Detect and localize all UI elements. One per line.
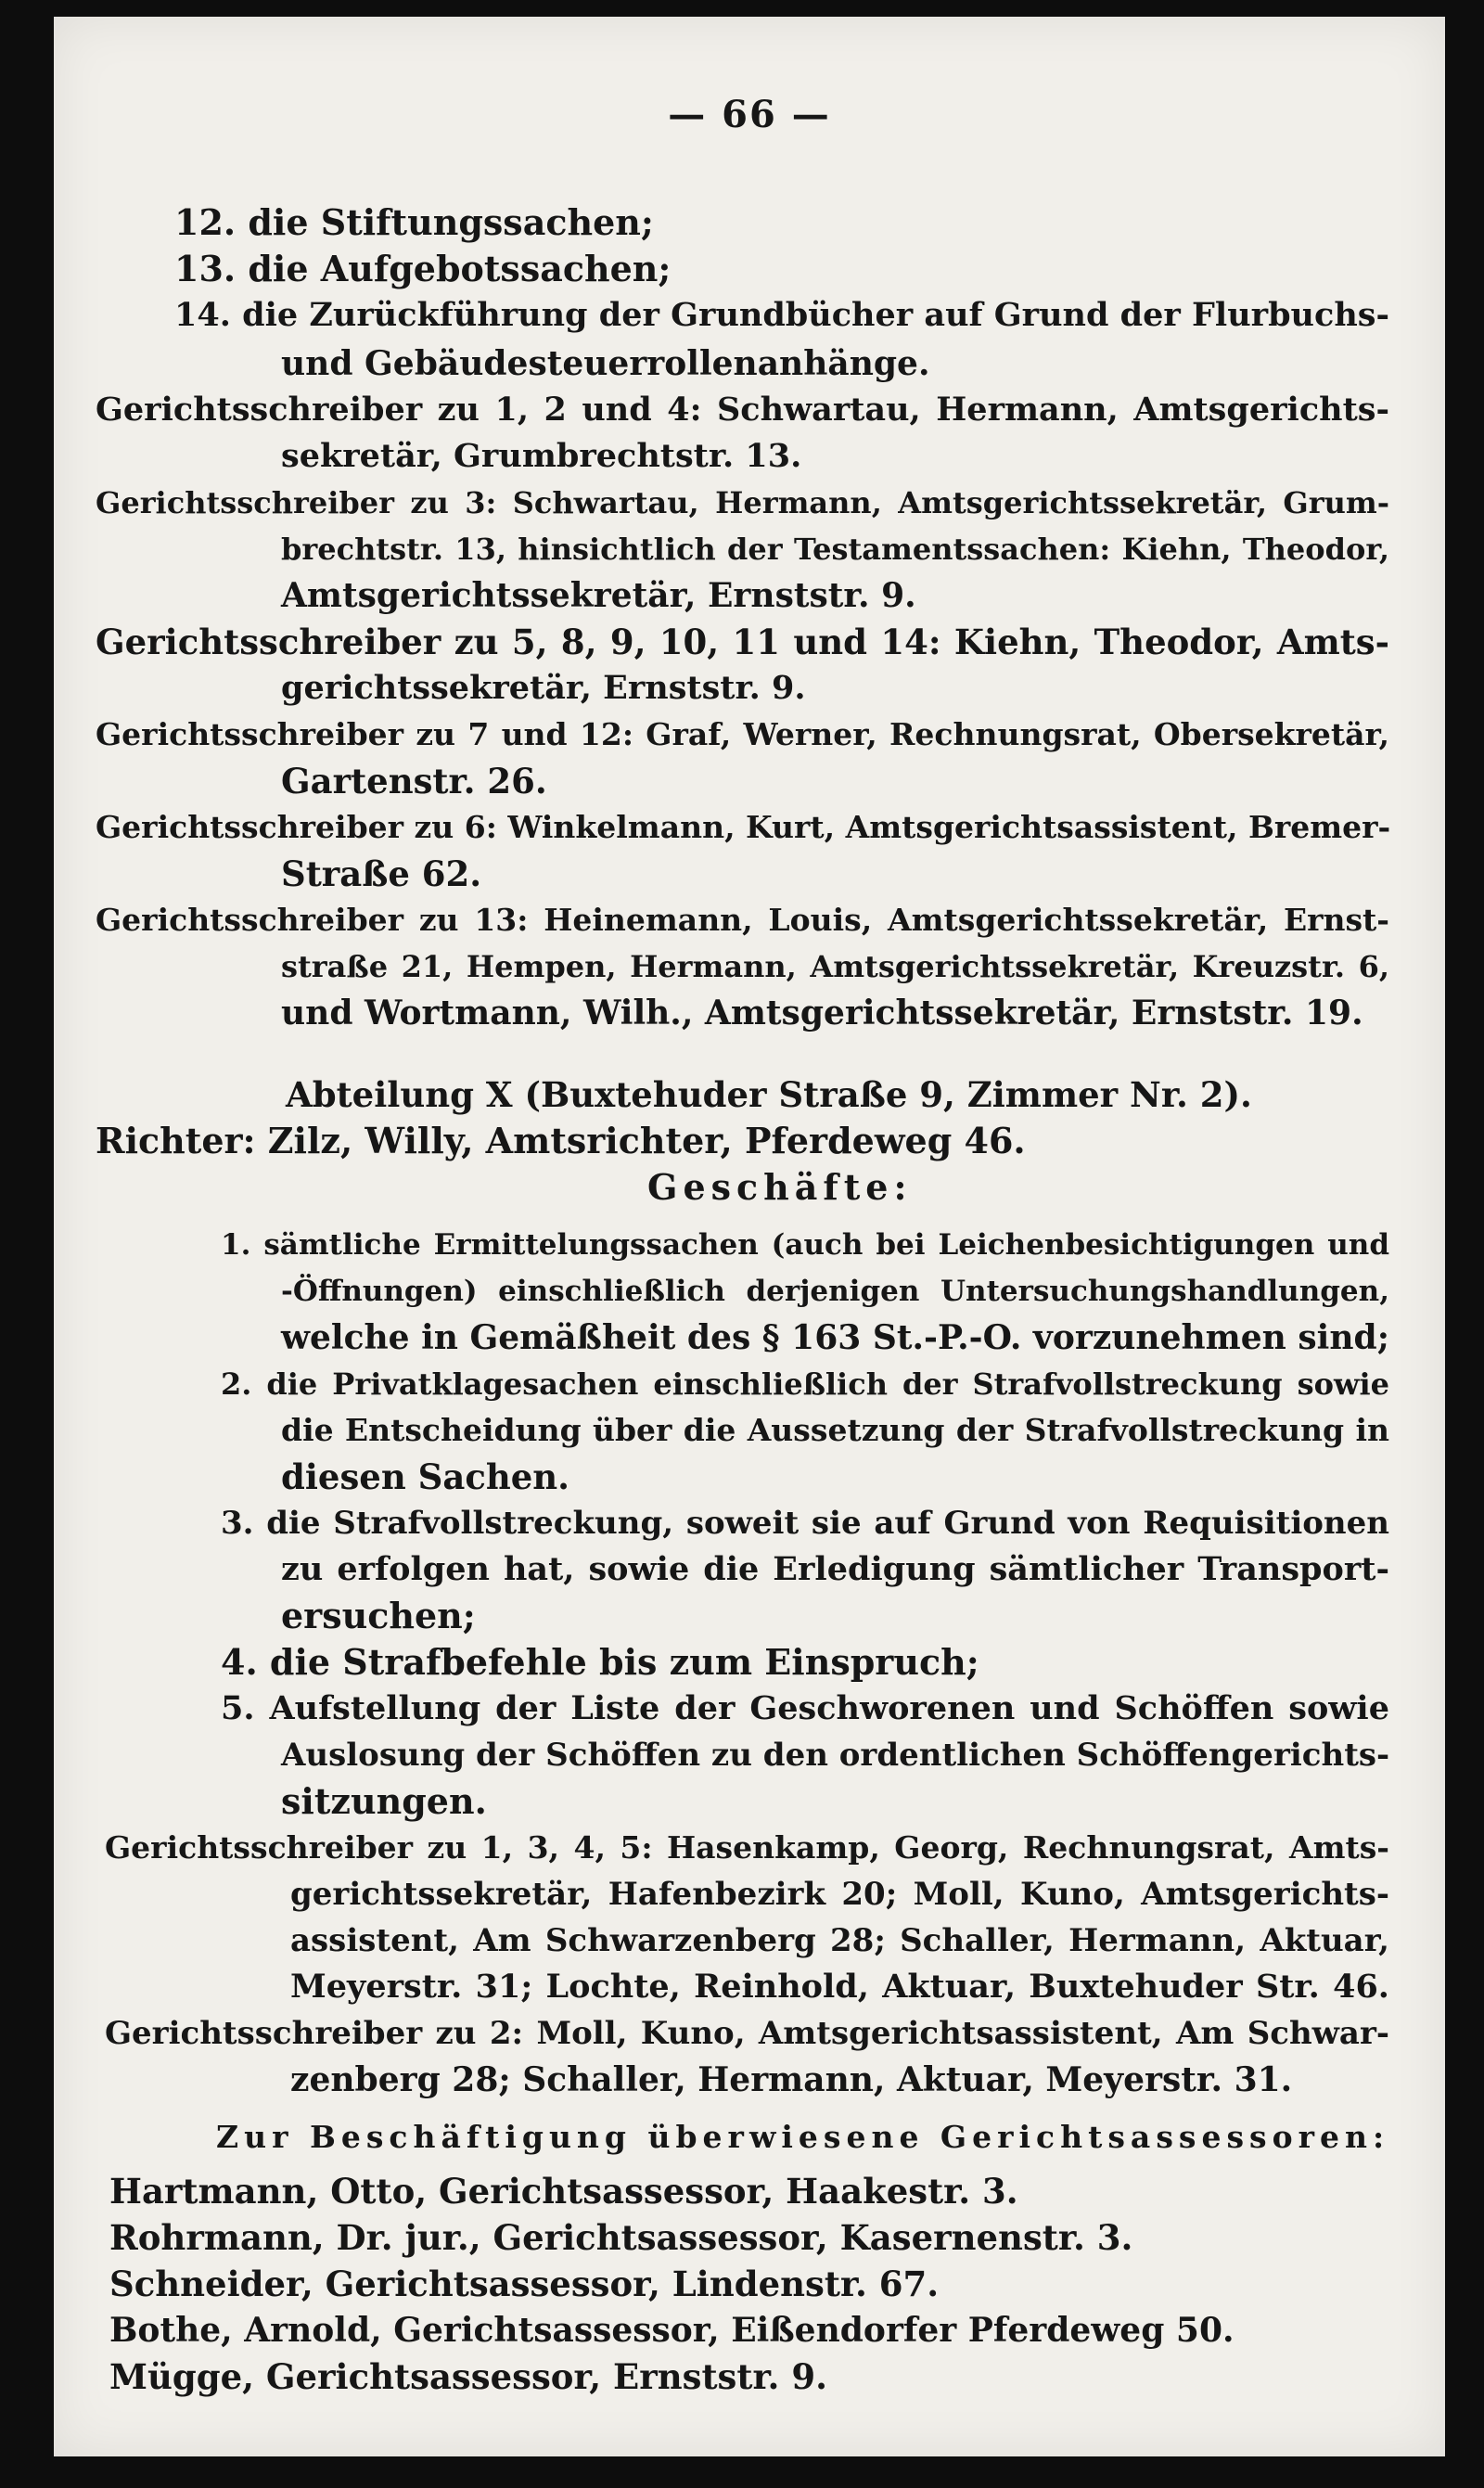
text-line: 4. die Strafbefehle bis zum Einspruch; bbox=[221, 1641, 979, 1683]
text-line: Gerichtsschreiber zu 13: Heinemann, Louis, Amtsgerichtssekretär, Ernst- bbox=[96, 902, 1389, 938]
text-line: sekretär, Grumbrechtstr. 13. bbox=[281, 437, 802, 475]
text-line: Meyerstr. 31; Lochte, Reinhold, Aktuar, Buxtehuder Str. 46. bbox=[290, 1968, 1389, 2006]
text-line: Gerichtsschreiber zu 1, 3, 4, 5: Hasenkamp, Georg, Rechnungsrat, Amts- bbox=[105, 1829, 1389, 1866]
text-line: Geschäfte: bbox=[647, 1166, 913, 1208]
text-line: Straße 62. bbox=[281, 853, 482, 894]
text-line: Gerichtsschreiber zu 2: Moll, Kuno, Amtsgerichtsassistent, Am Schwar- bbox=[105, 2015, 1389, 2052]
text-line: diesen Sachen. bbox=[281, 1456, 570, 1497]
text-line: -Öffnungen) einschließlich derjenigen Untersuchungshandlungen, bbox=[281, 1275, 1389, 1308]
text-line: und Wortmann, Wilh., Amtsgerichtssekretär, Ernststr. 19. bbox=[281, 994, 1363, 1032]
text-line: Hartmann, Otto, Gerichtsassessor, Haakestr. 3. bbox=[109, 2171, 1018, 2212]
text-line: 13. die Aufgebotssachen; bbox=[174, 248, 672, 289]
text-line: straße 21, Hempen, Hermann, Amtsgerichtssekretär, Kreuzstr. 6, bbox=[281, 949, 1389, 984]
text-line: sitzungen. bbox=[281, 1780, 487, 1822]
text-line: 1. sämtliche Ermittelungssachen (auch bei Leichenbesichtigungen und bbox=[221, 1228, 1389, 1262]
text-line: Richter: Zilz, Willy, Amtsrichter, Pferdeweg 46. bbox=[96, 1120, 1026, 1161]
text-line: Auslosung der Schöffen zu den ordentlichen Schöffengerichts- bbox=[281, 1737, 1390, 1774]
text-line: zu erfolgen hat, sowie die Erledigung sämtlicher Transport- bbox=[281, 1550, 1389, 1588]
text-line: 14. die Zurückführung der Grundbücher auf Grund der Flurbuchs- bbox=[174, 296, 1389, 334]
text-line: Bothe, Arnold, Gerichtsassessor, Eißendorfer Pferdeweg 50. bbox=[109, 2311, 1235, 2350]
text-line: gerichtssekretär, Ernststr. 9. bbox=[281, 669, 806, 707]
text-line: die Entscheidung über die Aussetzung der Strafvollstreckung in bbox=[281, 1412, 1389, 1448]
text-line: 2. die Privatklagesachen einschließlich der Strafvollstreckung sowie bbox=[221, 1366, 1389, 1402]
page-number: — 66 — bbox=[668, 93, 831, 136]
text-line: 5. Aufstellung der Liste der Geschworenen und Schöffen sowie bbox=[221, 1689, 1389, 1727]
text-line: welche in Gemäßheit des § 163 St.-P.-O. vorzunehmen sind; bbox=[281, 1318, 1389, 1357]
text-line: 12. die Stiftungssachen; bbox=[174, 201, 654, 243]
text-line: Gerichtsschreiber zu 3: Schwartau, Hermann, Amtsgerichtssekretär, Grum- bbox=[96, 485, 1389, 520]
text-line: brechtstr. 13, hinsichtlich der Testamentssachen: Kiehn, Theodor, bbox=[281, 532, 1389, 567]
text-line: und Gebäudesteuerrollenanhänge. bbox=[281, 344, 930, 383]
text-line: zenberg 28; Schaller, Hermann, Aktuar, Meyerstr. 31. bbox=[290, 2060, 1293, 2099]
text-line: Mügge, Gerichtsassessor, Ernststr. 9. bbox=[109, 2356, 827, 2397]
text-line: assistent, Am Schwarzenberg 28; Schaller, Hermann, Aktuar, bbox=[290, 1922, 1389, 1959]
text-line: Zur Beschäftigung überwiesene Gerichtsassessoren: bbox=[216, 2119, 1390, 2155]
text-line: Rohrmann, Dr. jur., Gerichtsassessor, Kasernenstr. 3. bbox=[109, 2217, 1133, 2258]
text-line: Abteilung X (Buxtehuder Straße 9, Zimmer Nr. 2). bbox=[286, 1074, 1252, 1115]
text-line: gerichtssekretär, Hafenbezirk 20; Moll, Kuno, Amtsgerichts- bbox=[290, 1876, 1389, 1913]
text-line: ersuchen; bbox=[281, 1595, 476, 1636]
text-line: Gerichtsschreiber zu 6: Winkelmann, Kurt, Amtsgerichtsassistent, Bremer- bbox=[96, 809, 1391, 845]
text-line: Schneider, Gerichtsassessor, Lindenstr. 67. bbox=[109, 2264, 940, 2304]
text-line: Amtsgerichtssekretär, Ernststr. 9. bbox=[281, 576, 916, 615]
text-line: Gerichtsschreiber zu 1, 2 und 4: Schwartau, Hermann, Amtsgerichts- bbox=[96, 391, 1389, 429]
document-page bbox=[54, 17, 1445, 2456]
text-line: Gartenstr. 26. bbox=[281, 761, 547, 802]
text-line: Gerichtsschreiber zu 7 und 12: Graf, Werner, Rechnungsrat, Obersekretär, bbox=[96, 716, 1389, 752]
text-line: 3. die Strafvollstreckung, soweit sie auf Grund von Requisitionen bbox=[221, 1505, 1389, 1542]
text-line: Gerichtsschreiber zu 5, 8, 9, 10, 11 und 14: Kiehn, Theodor, Amts- bbox=[96, 622, 1389, 662]
